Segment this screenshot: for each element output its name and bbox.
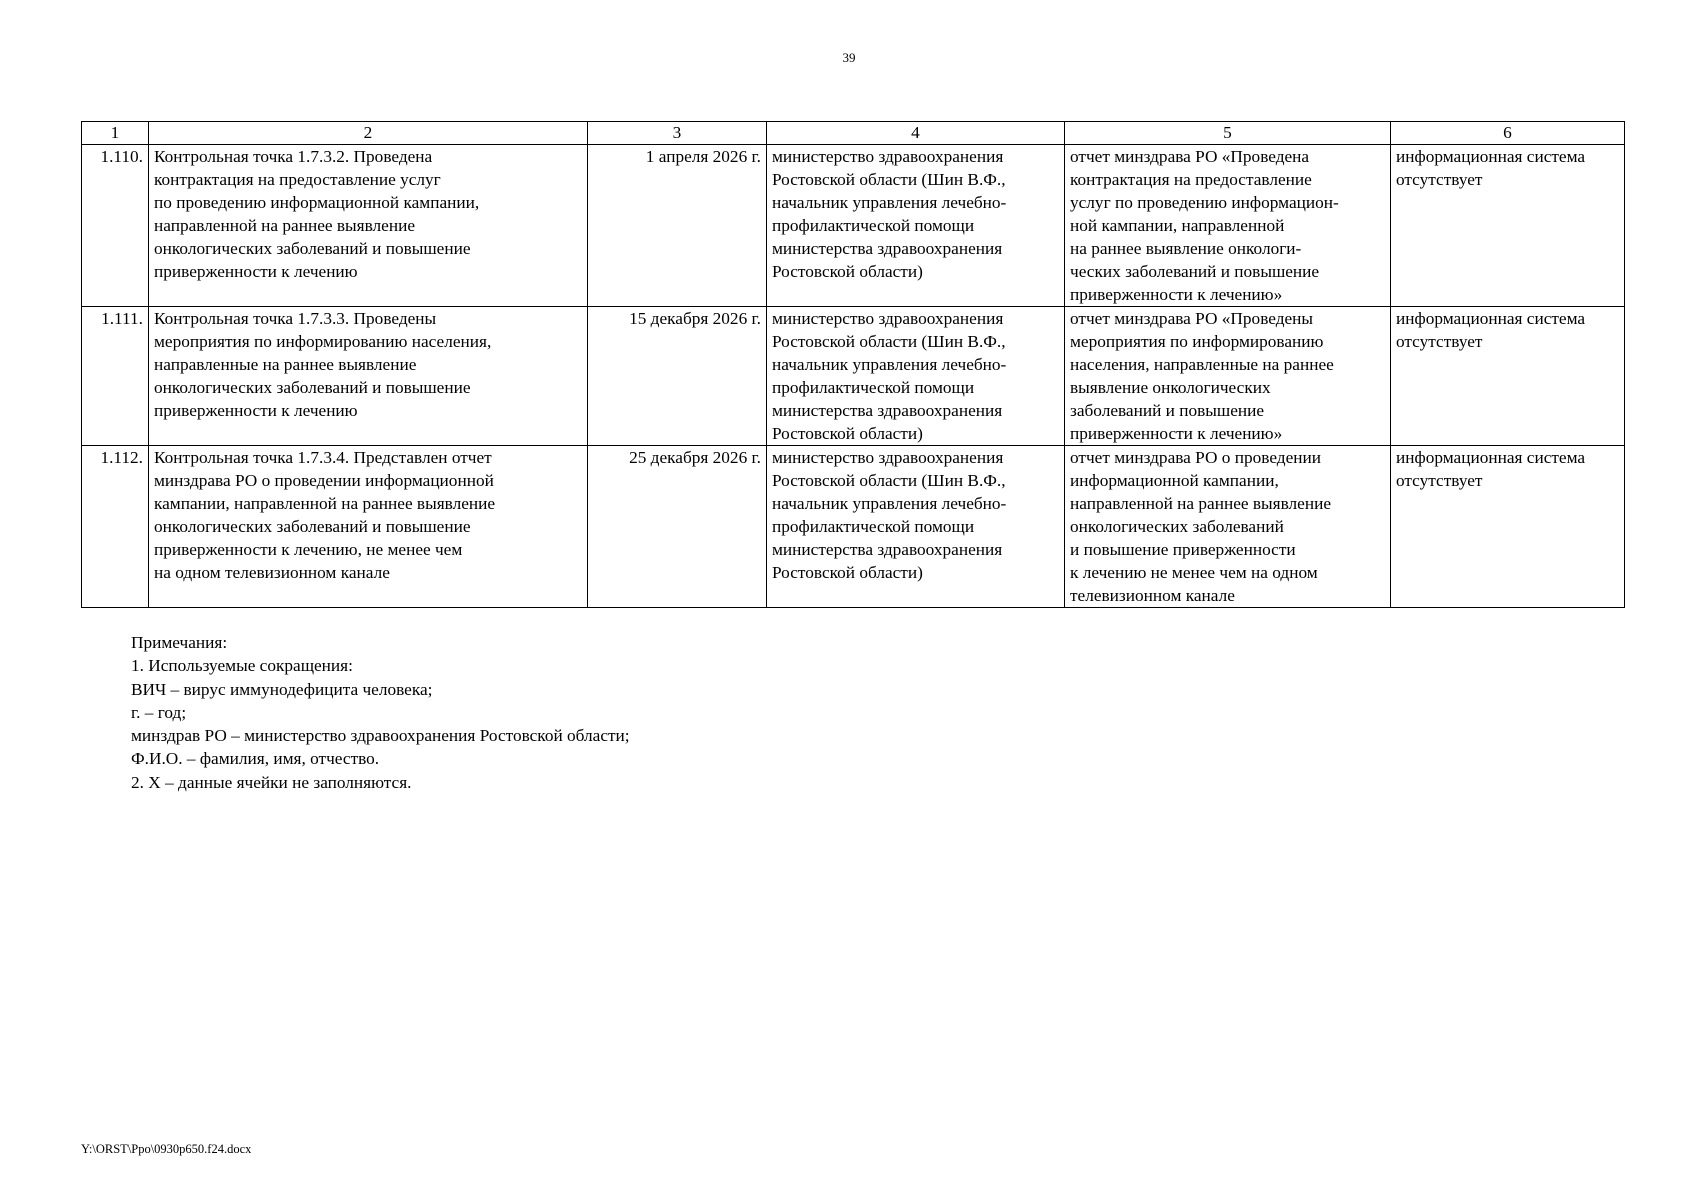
notes-section — [131, 631, 630, 794]
column-header-2: 2 — [149, 122, 588, 145]
result-document: отчет минздрава РО «Проведена контрактация на предоставление услуг по проведению информацион- ной кампании, направленной на раннее выявление онкологи- ческих заболеваний и повышение приверженности к лечению» — [1065, 145, 1391, 307]
table-row — [82, 446, 1625, 608]
due-date: 25 декабря 2026 г. — [588, 446, 767, 608]
control-point-description: Контрольная точка 1.7.3.3. Проведены мероприятия по информированию населения, направленные на раннее выявление онкологических заболеваний и повышение приверженности к лечению — [149, 307, 588, 446]
note-line: 1. Используемые сокращения: — [131, 656, 353, 676]
note-line: ВИЧ – вирус иммунодефицита человека; — [131, 679, 433, 699]
table-header-row — [82, 122, 1625, 145]
row-number: 1.110. — [82, 145, 149, 307]
page-number: 39 — [842, 50, 856, 65]
column-header-3: 3 — [588, 122, 767, 145]
row-number: 1.112. — [82, 446, 149, 608]
responsible-party: министерство здравоохранения Ростовской области (Шин В.Ф., начальник управления лечебно- профилактической помощи министерства здравоохранения Ростовской области) — [767, 446, 1065, 608]
information-system: информационная система отсутствует — [1391, 307, 1625, 446]
information-system: информационная система отсутствует — [1391, 145, 1625, 307]
column-header-1: 1 — [82, 122, 149, 145]
result-document: отчет минздрава РО о проведении информационной кампании, направленной на раннее выявление онкологических заболеваний и повышение приверженности к лечению не менее чем на одном телевизионном канале — [1065, 446, 1391, 608]
column-header-4: 4 — [767, 122, 1065, 145]
note-line: 2. Х – данные ячейки не заполняются. — [131, 772, 412, 792]
column-header-5: 5 — [1065, 122, 1391, 145]
control-point-description: Контрольная точка 1.7.3.2. Проведена контрактация на предоставление услуг по проведению информационной кампании, направленной на раннее выявление онкологических заболеваний и повышение приверженности к лечению — [149, 145, 588, 307]
responsible-party: министерство здравоохранения Ростовской области (Шин В.Ф., начальник управления лечебно- профилактической помощи министерства здравоохранения Ростовской области) — [767, 307, 1065, 446]
table-row — [82, 307, 1625, 446]
due-date: 15 декабря 2026 г. — [588, 307, 767, 446]
notes-heading: Примечания: — [131, 633, 228, 652]
note-line: г. – год; — [131, 702, 187, 722]
note-line: Ф.И.О. – фамилия, имя, отчество. — [131, 749, 380, 769]
table-row — [82, 145, 1625, 307]
information-system: информационная система отсутствует — [1391, 446, 1625, 608]
responsible-party: министерство здравоохранения Ростовской области (Шин В.Ф., начальник управления лечебно- профилактической помощи министерства здравоохранения Ростовской области) — [767, 145, 1065, 307]
note-line: минздрав РО – министерство здравоохранения Ростовской области; — [131, 726, 630, 746]
row-number: 1.111. — [82, 307, 149, 446]
control-point-description: Контрольная точка 1.7.3.4. Представлен отчет минздрава РО о проведении информационной кампании, направленной на раннее выявление онкологических заболеваний и повышение приверженности к лечению, не менее чем на одном телевизионном канале — [149, 446, 588, 608]
control-points-table — [81, 121, 1625, 608]
due-date: 1 апреля 2026 г. — [588, 145, 767, 307]
result-document: отчет минздрава РО «Проведены мероприятия по информированию населения, направленные на раннее выявление онкологических заболеваний и повышение приверженности к лечению» — [1065, 307, 1391, 446]
column-header-6: 6 — [1391, 122, 1625, 145]
footer-file-path: Y:\ORST\Ppo\0930p650.f24.docx — [81, 1142, 252, 1156]
